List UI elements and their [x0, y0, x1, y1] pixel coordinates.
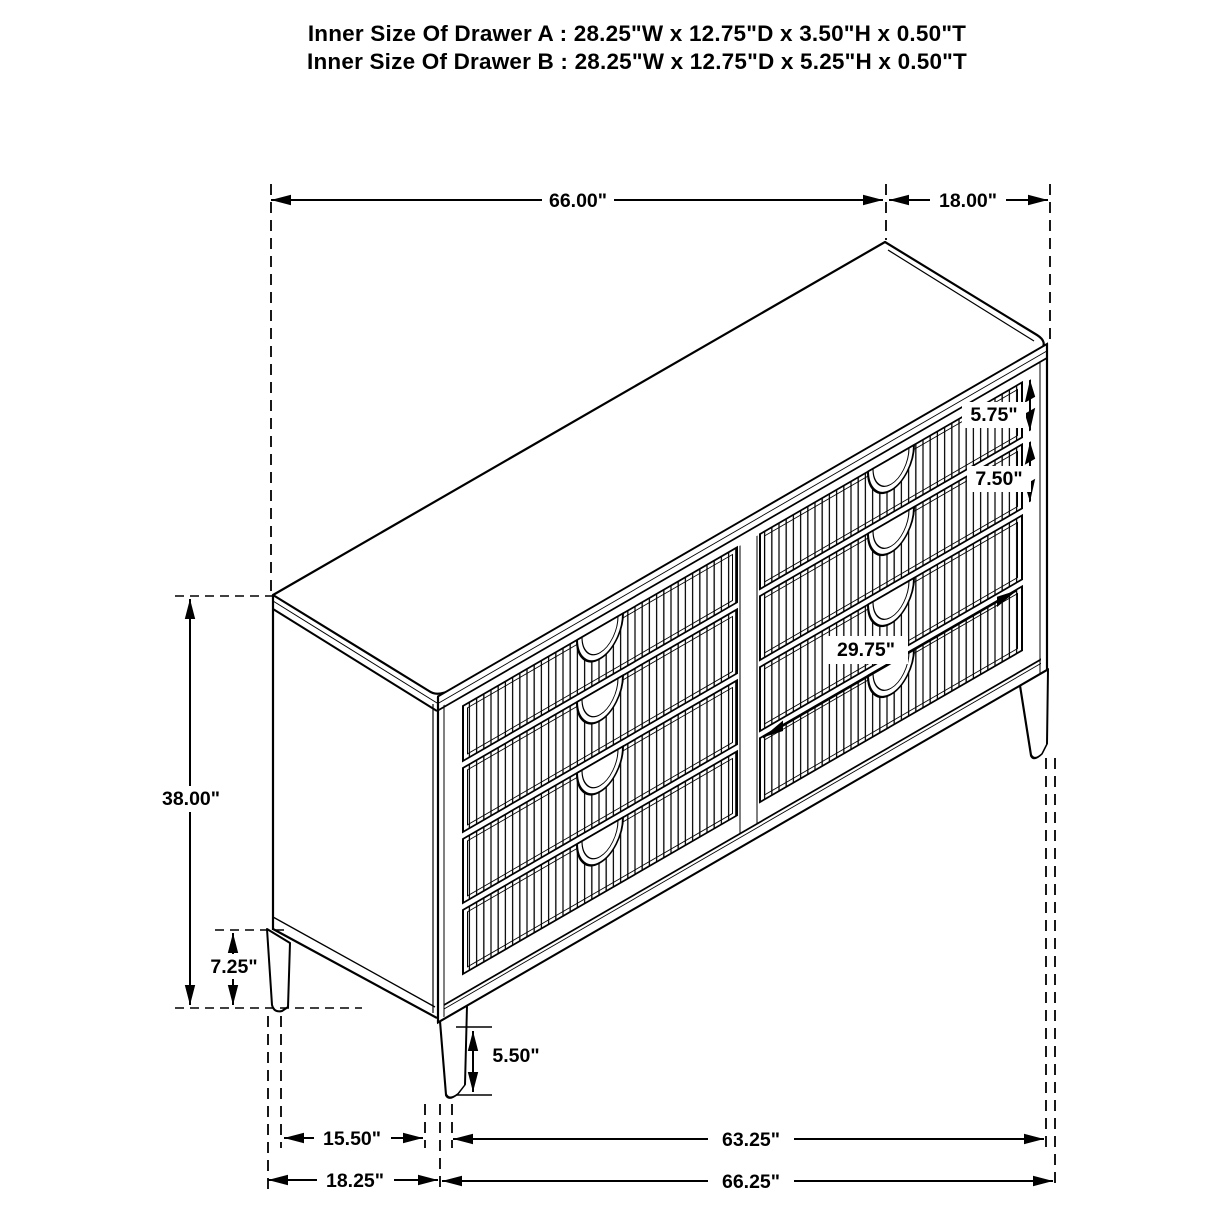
dim-back-leg-height: 7.25": [210, 956, 258, 978]
figure-title-line-2: Inner Size Of Drawer B : 28.25"W x 12.75"D x 5.25"H x 0.50"T: [307, 49, 967, 74]
dim-base-width: 66.25": [721, 1171, 781, 1193]
dim-front-leg-height: 5.50": [492, 1045, 540, 1067]
dim-drawer-a-front-height: 5.75": [970, 404, 1018, 426]
back-left-leg: [267, 929, 290, 1011]
dim-base-inset-depth: 15.50": [322, 1128, 382, 1150]
dim-base-span-width: 63.25": [721, 1129, 781, 1151]
dim-drawer-b-front-height: 7.50": [975, 468, 1023, 490]
dim-top-depth: 18.00": [938, 190, 998, 212]
front-left-leg: [440, 1006, 467, 1105]
dim-base-depth: 18.25": [325, 1170, 385, 1192]
figure-title-line-1: Inner Size Of Drawer A : 28.25"W x 12.75"D x 3.50"H x 0.50"T: [307, 21, 967, 46]
dim-overall-height: 38.00": [161, 788, 221, 810]
dim-drawer-front-width: 29.75": [836, 639, 896, 661]
dim-top-width: 66.00": [548, 190, 608, 212]
